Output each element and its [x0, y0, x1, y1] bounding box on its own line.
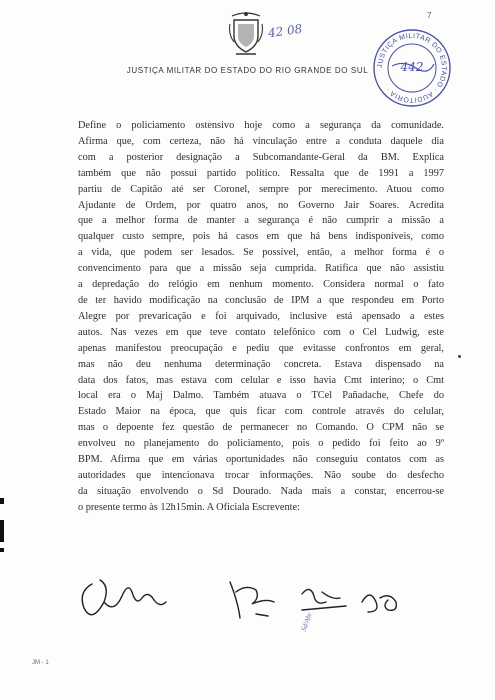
text-line: convencimento para que a missão seja cumprida. Ratifica que não assistiu — [78, 263, 444, 275]
scan-edge-mark — [0, 520, 4, 542]
text-line: autos. Nas vezes em que teve contato telefônico com o Cel Ludwig, este — [78, 326, 444, 338]
signature — [362, 595, 396, 612]
margin-mark — [458, 355, 461, 358]
page-number: 7 — [427, 11, 432, 20]
signatures-area — [70, 562, 410, 632]
text-line: qualquer custo sempre, pois há casos em que há bens indisponíveis, como — [78, 231, 444, 243]
institution-title: JUSTIÇA MILITAR DO ESTADO DO RIO GRANDE DO SUL — [126, 66, 369, 75]
text-line: da situação envolvendo o Sd Dourado. Nada mais a constar, encerrou-se — [78, 485, 444, 497]
text-line: Alegre por prevaricação e foi arquivado, inclusive está apensado a estes — [78, 310, 444, 322]
text-line: a vida, que podem ser lesados. Se possível, então, a melhor forma é o — [78, 247, 444, 259]
text-line: autoridades que intencionava trocar informações. Não soube do desfecho — [78, 469, 444, 481]
text-line: Ajudante de Ordem, por quatro anos, no Governo Jair Soares. Acredita — [78, 199, 444, 211]
signature — [230, 582, 274, 618]
text-line: mas o depoente fez questão de permanecer no Comando. O CPM não se — [78, 422, 444, 434]
deposition-text — [78, 118, 444, 516]
footer-code: JM - 1 — [32, 660, 49, 666]
text-line: BPM. Afirma que em várias oportunidades não conseguiu contatos com as — [78, 454, 444, 466]
text-line: apenas manifestou preocupação e pediu que evitasse confrontos em geral, — [78, 342, 444, 354]
official-stamp — [370, 26, 454, 110]
text-line: Define o policiamento ostensivo hoje como a segurança da comunidade. — [78, 120, 444, 131]
text-line: o presente termo às 12h15min. A Oficiala Escrevente: — [78, 501, 300, 513]
text-line: data dos fatos, mas estava com celular e isso havia Cmt interino; o Cmt — [78, 374, 444, 386]
scan-edge-mark — [0, 548, 4, 552]
text-line: de ter havido modificação na conclusão de IPM a que respondeu em Porto — [78, 294, 444, 306]
text-line: envolveu no planejamento do policiamento, pois o pedido foi feito ao 9º — [78, 438, 444, 450]
stamp-ring-text: JUSTIÇA MILITAR DO ESTADO · AUDITORIA · — [376, 32, 448, 104]
signature — [82, 580, 166, 615]
text-line: a depredação do relógio em nenhum momento. Considera normal o fato — [78, 279, 444, 291]
text-line: local era o Maj Dalmo. Também atuava o TCel Pañadache, Chefe do — [78, 390, 444, 402]
text-line: Afirma que, com certeza, não há vinculação entre a conduta daquele dia — [78, 135, 444, 147]
text-line: Estado Maior na época, que quis ficar com controle através do celular, — [78, 406, 444, 418]
text-line: também que não possui partido político. Ressalta que de 1991 a 1997 — [78, 167, 444, 179]
scan-edge-mark — [0, 498, 4, 504]
text-line: que a melhor forma de manter a segurança é não cumprir a missão a — [78, 215, 444, 227]
handwritten-reference: 42 08 — [267, 21, 304, 41]
text-line: partiu de Capitão até ser Coronel, sempre por merecimento. Atuou como — [78, 183, 444, 195]
handwritten-note: Sd/Abr — [299, 611, 314, 633]
coat-of-arms-icon — [228, 10, 264, 56]
stamp-inner-text: 442 — [400, 60, 424, 74]
signature — [302, 589, 346, 610]
text-line: mas não deu nenhuma determinação concreta. Estava dispensado na — [78, 358, 444, 370]
text-line: com a posterior designação a Subcomandante-Geral da BM. Explica — [78, 151, 444, 163]
